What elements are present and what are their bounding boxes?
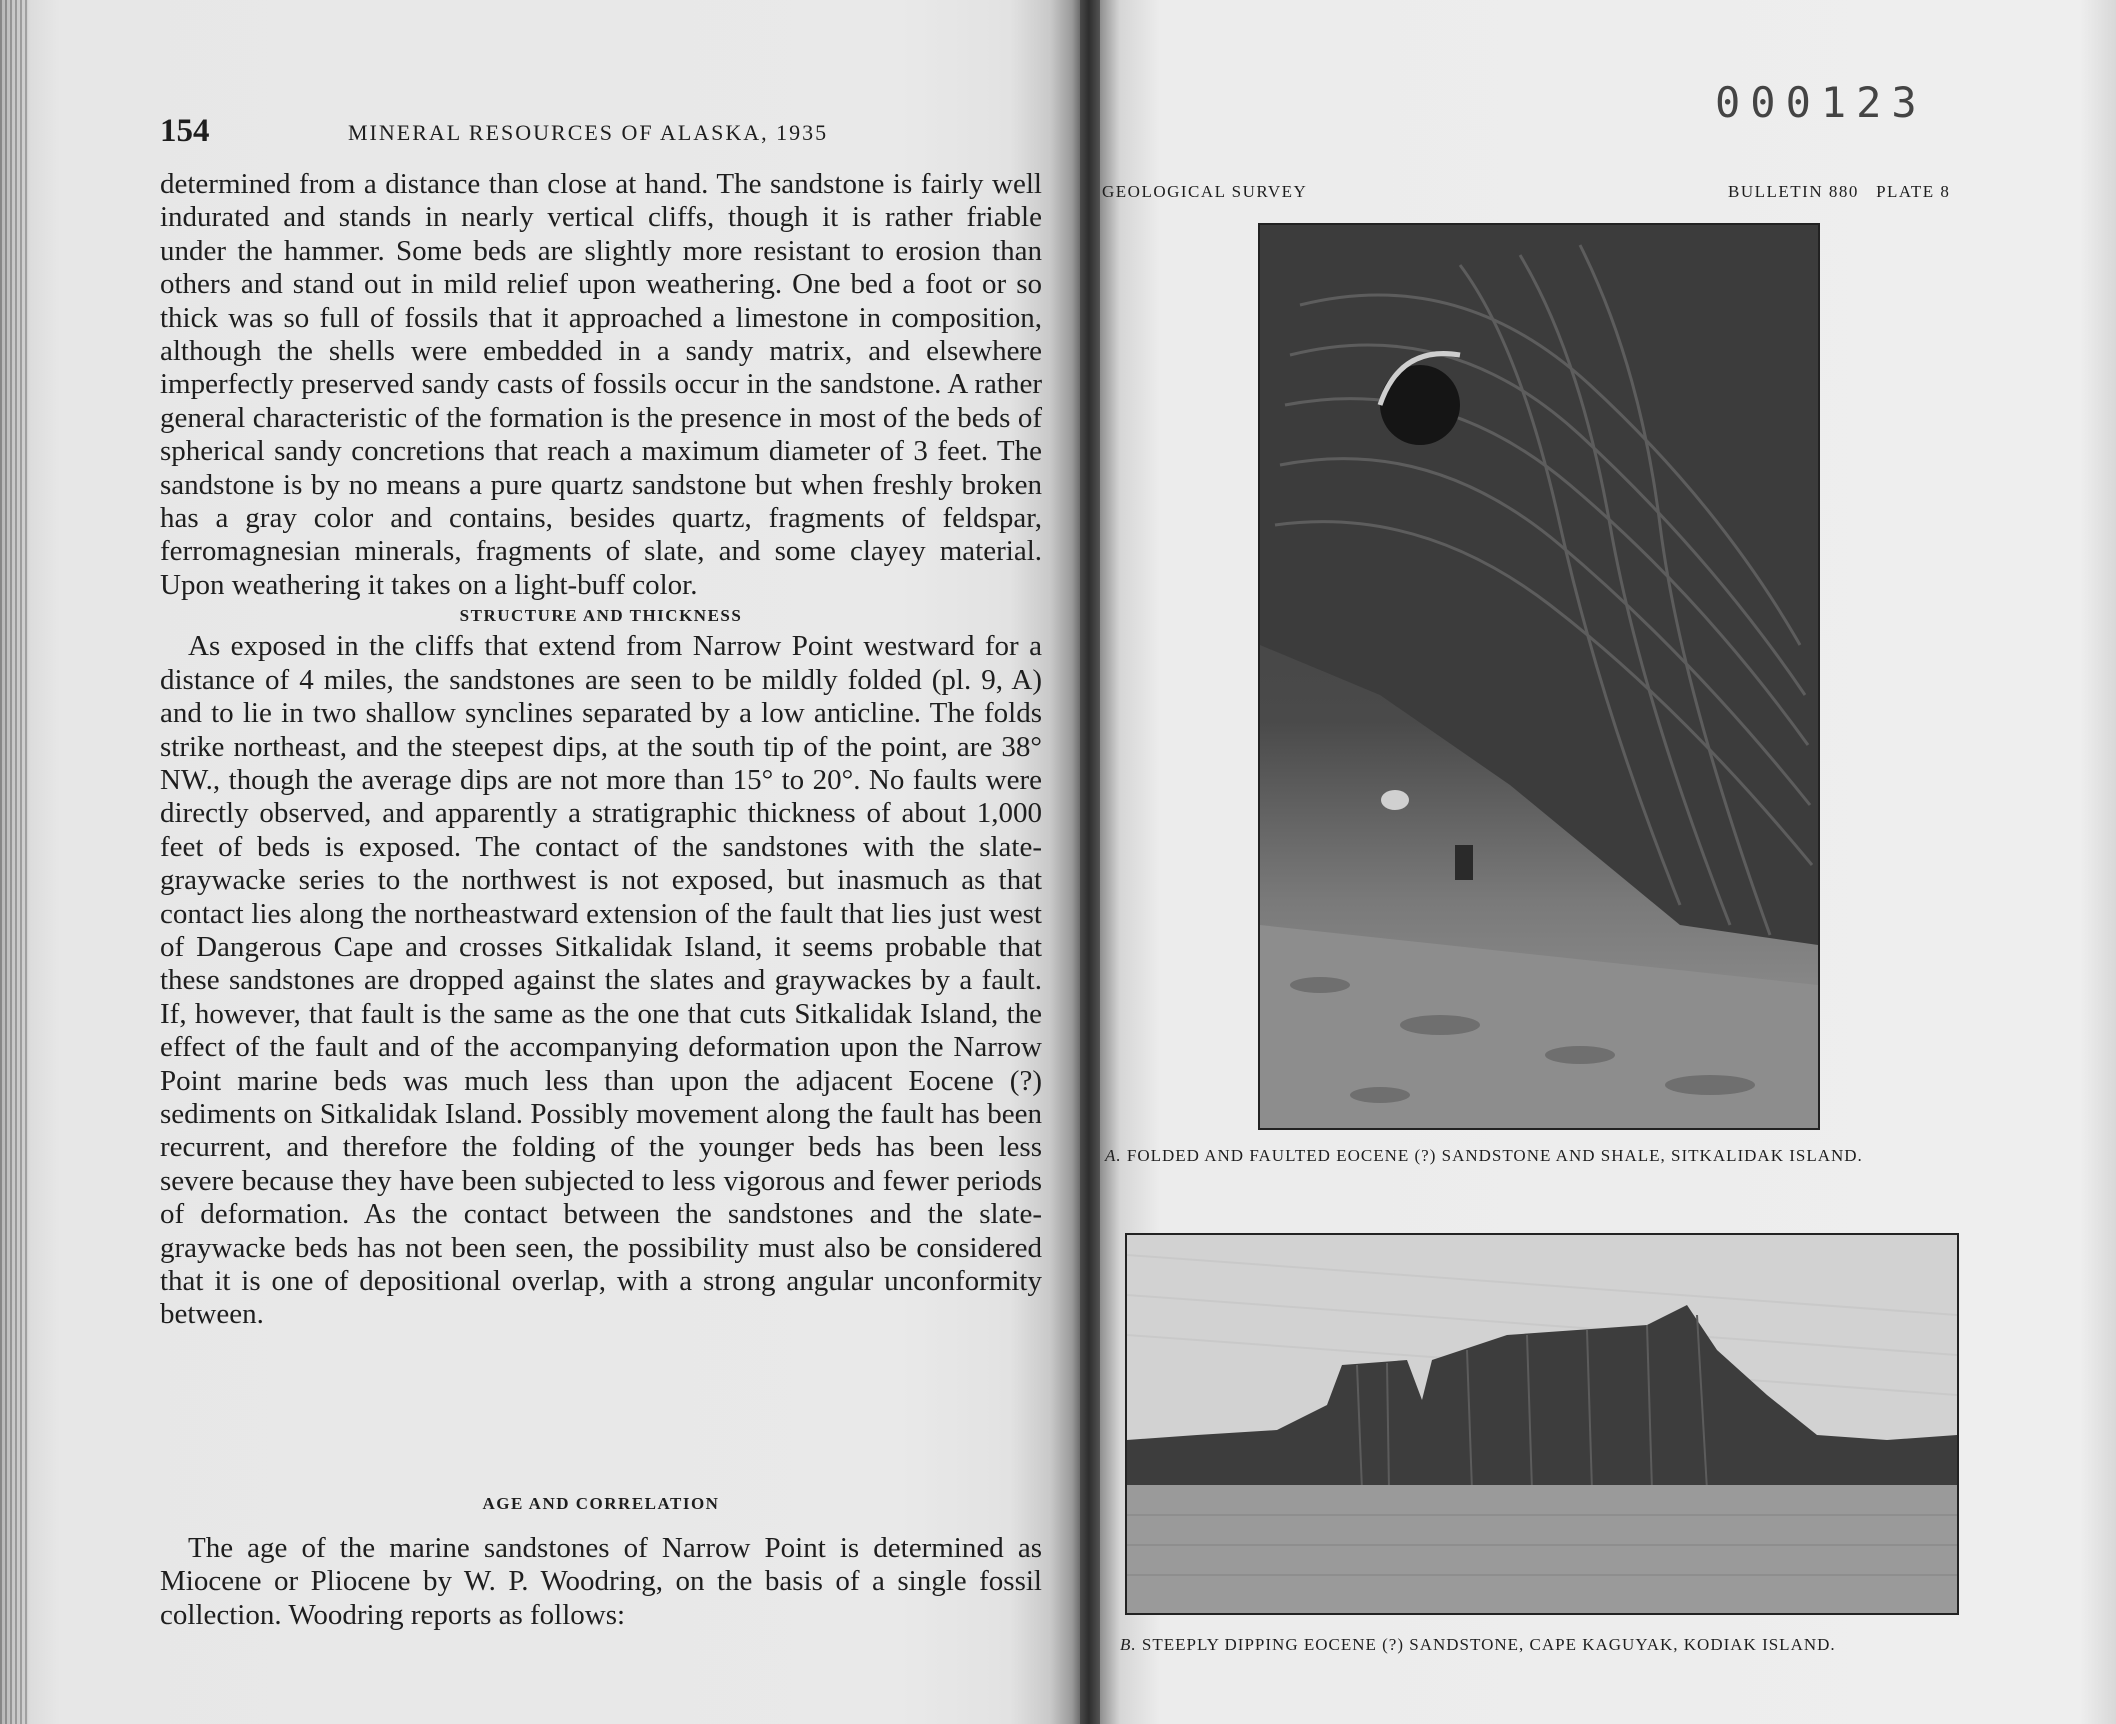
body-text	[160, 168, 1042, 1332]
plate-header-right: BULLETIN 880 PLATE 8	[1728, 182, 1951, 201]
photo-folded-sandstone-cliff	[1258, 223, 1820, 1130]
body-text-age	[160, 1532, 1042, 1632]
caption-plate-a	[1105, 1146, 1863, 1166]
caption-label-a: A.	[1105, 1146, 1122, 1165]
caption-text-b: STEEPLY DIPPING EOCENE (?) SANDSTONE, CAPE KAGUYAK, KODIAK ISLAND.	[1136, 1635, 1836, 1654]
paragraph-continued: determined from a distance than close at hand. The sandstone is fairly well indurated and stands in nearly vertical cliffs, though it is rather friable under the hammer. Some beds are slightly more resistant to erosion than others and stand out in mild relief upon weathering. One bed a foot or so thick was so full of fossils that it approached a limestone in composition, although the shells were embedded in a sandy matrix, and elsewhere imperfectly preserved sandy casts of fossils occur in the sandstone. A rather general characteristic of the formation is the presence in most of the beds of spherical sandy concretions that reach a maximum diameter of 3 feet. The sandstone is by no means a pure quartz sandstone but when freshly broken has a gray color and contains, besides quartz, fragments of feldspar, ferromagnesian minerals, fragments of slate, and some clayey material. Upon weathering it takes on a light-buff color.	[160, 168, 1042, 601]
stamp-number: 000123	[1715, 78, 1927, 127]
running-title: MINERAL RESOURCES OF ALASKA, 1935	[348, 120, 829, 145]
running-head	[160, 113, 1060, 153]
section-heading-structure: STRUCTURE AND THICKNESS	[459, 606, 743, 626]
paragraph-age: The age of the marine sandstones of Narrow Point is determined as Miocene or Pliocene by W. P. Woodring, on the basis of a single fossil collection. Woodring reports as follows:	[160, 1532, 1042, 1631]
caption-plate-b	[1120, 1635, 1836, 1655]
photo-cape-kaguyak	[1125, 1233, 1959, 1615]
plate-header-left: GEOLOGICAL SURVEY	[1102, 182, 1308, 201]
caption-text-a: FOLDED AND FAULTED EOCENE (?) SANDSTONE AND SHALE, SITKALIDAK ISLAND.	[1121, 1146, 1863, 1165]
caption-label-b: B.	[1120, 1635, 1137, 1654]
paragraph-structure: As exposed in the cliffs that extend from Narrow Point westward for a distance of 4 miles, the sandstones are seen to be mildly folded (pl. 9, A) and to lie in two shallow synclines separated by a low anticline. The folds strike northeast, and the steepest dips, at the south tip of the point, are 38° NW., though the average dips are not more than 15° to 20°. No faults were directly observed, and apparently a stratigraphic thickness of about 1,000 feet of beds is exposed. The contact of the sandstones with the slate-graywacke series to the northwest is not exposed, but inasmuch as that contact lies along the northeastward extension of the fault that lies just west of Dangerous Cape and crosses Sitkalidak Island, it seems probable that these sandstones are dropped against the slates and graywackes by a fault. If, however, that fault is the same as the one that cuts Sitkalidak Island, the effect of the fault and of the accompanying deformation upon the Narrow Point marine beds was much less than upon the adjacent Eocene (?) sediments on Sitkalidak Island. Possibly movement along the fault has been recurrent, and therefore the folding of the younger beds has been less severe because they have been subjected to less vigorous and fewer periods of deformation. As the contact between the sandstones and the slate-graywacke beds has not been seen, the possibility must also be considered that it is one of depositional overlap, with a strong angular unconformity between.	[160, 630, 1042, 1331]
section-heading-age: AGE AND CORRELATION	[482, 1494, 720, 1513]
right-page	[1100, 0, 2116, 1724]
book-gutter	[1080, 0, 1102, 1724]
page-edge-stack	[0, 0, 28, 1724]
page-number: 154	[160, 113, 210, 149]
